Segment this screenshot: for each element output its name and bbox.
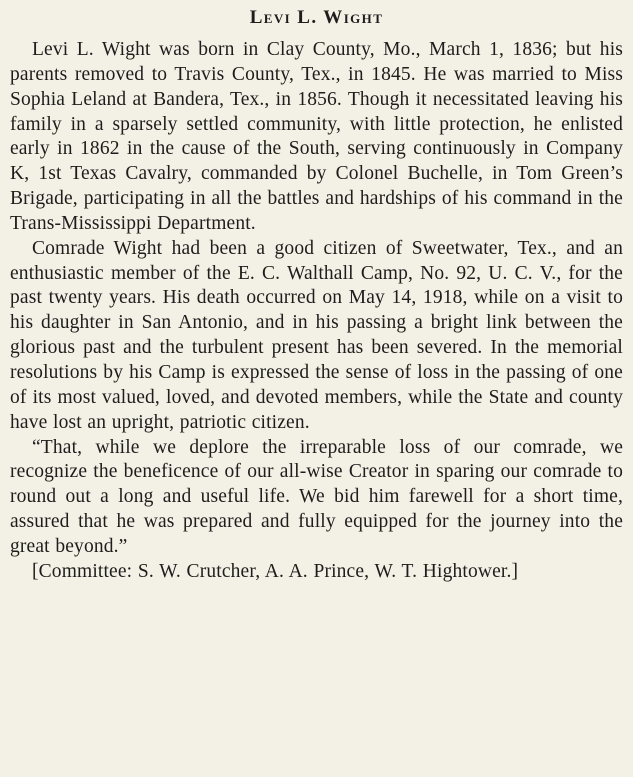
paragraph-committee: [Committee: S. W. Crutcher, A. A. Prince, W. T. Hightower.] (32, 560, 519, 582)
paragraph-death-notice: Comrade Wight had been a good citizen of Sweetwater, Tex., and an enthusiastic member of the E. C. Walthall Camp, No. 92, U. C. V., for the past twenty years. His death occurred on May 14, 1918, while on a visit to his daughter in San Antonio, and in his passing a bright link between the glorious past and the turbulent present has been severed. In the memorial resolutions by his Camp is expressed the sense of loss in the passing of one of its most valued, loved, and devoted members, while the State and county have lost an upright, patriotic citizen. (10, 237, 623, 433)
paragraph-biography: Levi L. Wight was born in Clay County, Mo., March 1, 1836; but his parents removed to Travis County, Tex., in 1845. He was married to Miss Sophia Leland at Bandera, Tex., in 1856. Though it necessitated leaving his family in a sparsely settled community, with little protection, he enlisted early in 1862 in the cause of the South, serving continuously in Company K, 1st Texas Cavalry, commanded by Colonel Buchelle, in Tom Green’s Brigade, participating in all the battles and hardships of his command in the Trans-Mississippi Department. (10, 39, 623, 234)
obituary-article (10, 6, 623, 585)
article-title: Levi L. Wight (249, 7, 384, 28)
paragraph-resolution-quote: “That, while we deplore the irreparable loss of our comrade, we recognize the beneficence of our all-wise Creator in sparing our comrade to round out a long and useful life. We bid him farewell for a short time, assured that he was prepared and fully equipped for the journey into the great beyond.” (10, 436, 623, 557)
